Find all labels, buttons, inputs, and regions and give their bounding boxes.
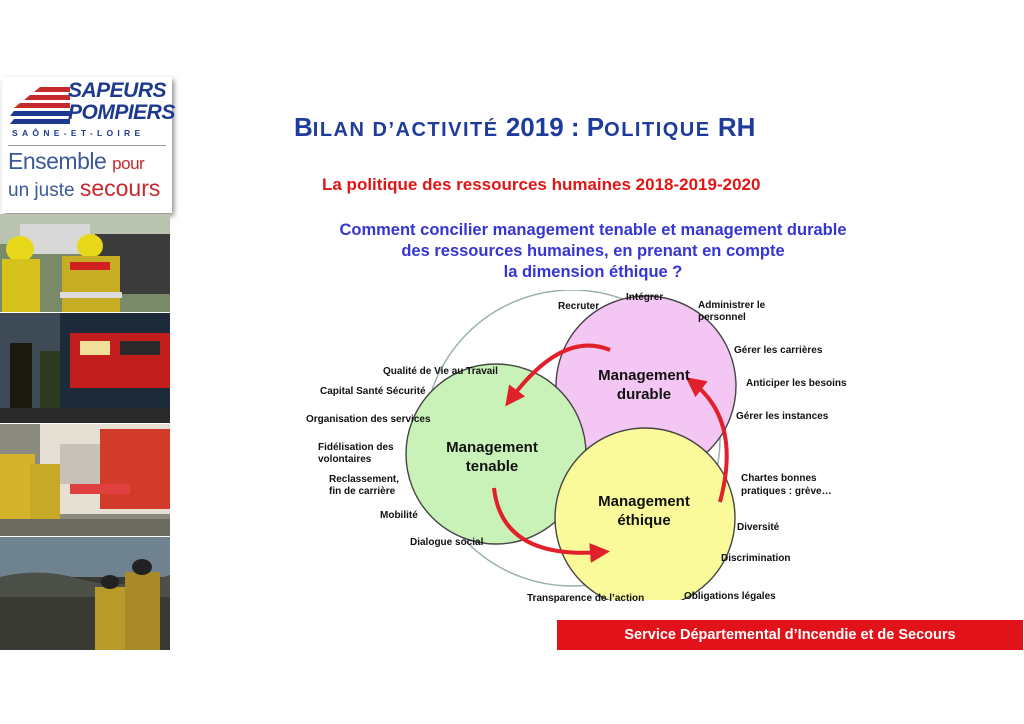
label-fidelisation: Fidélisation des: [318, 442, 394, 453]
footer-banner: Service Départemental d’Incendie et de Secours: [557, 620, 1023, 650]
logo-slogan-line2: [8, 175, 160, 202]
logo-divider: [8, 145, 166, 146]
label-gerer-carrieres: Gérer les carrières: [734, 345, 823, 356]
label-anticiper-besoins: Anticiper les besoins: [746, 378, 847, 389]
slogan-un-juste: un juste: [8, 180, 75, 201]
title-initial-p: P: [586, 112, 605, 142]
slogan-ensemble: Ensemble: [8, 148, 107, 174]
label-reclassement: Reclassement,: [329, 474, 400, 485]
title-ilan: ILAN D’ACTIVITÉ: [312, 119, 499, 141]
label-obligations: Obligations légales: [684, 591, 776, 602]
label-qvt: Qualité de Vie au Travail: [383, 366, 498, 377]
logo-region: SAÔNE-ET-LOIRE: [12, 128, 145, 138]
subtitle: La politique des ressources humaines 2018-2019-2020: [322, 175, 761, 194]
label-integrer: Intégrer: [626, 292, 664, 303]
label-fin-carriere: fin de carrière: [329, 486, 396, 497]
label-dialogue-social: Dialogue social: [410, 537, 484, 548]
label-ethique-line2: éthique: [617, 512, 671, 529]
label-mobilite: Mobilité: [380, 510, 418, 521]
slogan-pour: pour: [112, 154, 145, 173]
title-year: 2019 :: [498, 112, 587, 142]
label-volontaires: volontaires: [318, 454, 372, 465]
question-line2: des ressources humaines, en prenant en compte: [401, 242, 785, 260]
photo-firefighters-rescue: [0, 214, 170, 312]
label-organisation: Organisation des services: [306, 414, 431, 425]
label-pratiques: pratiques : grève…: [741, 486, 832, 497]
label-transparence: Transparence de l’action: [527, 593, 645, 604]
label-durable-line2: durable: [616, 386, 672, 403]
label-recruter: Recruter: [558, 301, 600, 312]
label-ethique-line1: Management: [598, 493, 690, 510]
page-title: [294, 112, 755, 143]
title-initial-b: B: [294, 112, 313, 142]
label-personnel: personnel: [698, 312, 746, 323]
label-chartes: Chartes bonnes: [741, 473, 817, 484]
label-gerer-instances: Gérer les instances: [736, 411, 829, 422]
question-line1: Comment concilier management tenable et management durable: [339, 221, 847, 239]
logo-brand-line2: POMPIERS: [68, 101, 175, 124]
sdis-logo: [2, 77, 175, 213]
title-rh: RH: [710, 112, 756, 142]
logo-slogan-line1: [8, 148, 144, 175]
photo-fire-engine-night: [0, 313, 170, 423]
photo-wildfire: [0, 537, 170, 650]
label-capital-sante: Capital Santé Sécurité: [320, 386, 426, 397]
label-tenable-line1: Management: [446, 439, 538, 456]
label-durable-line1: Management: [598, 367, 690, 384]
label-discrimination: Discrimination: [721, 553, 791, 564]
logo-brand-line1: SAPEURS: [68, 79, 167, 102]
slogan-secours: secours: [79, 175, 161, 201]
label-administrer: Administrer le: [698, 300, 766, 311]
photo-ambulance-rescue: [0, 424, 170, 536]
label-diversite: Diversité: [737, 522, 780, 533]
logo-stripes-icon: [10, 83, 70, 129]
question-block: [290, 220, 896, 283]
question-line3: la dimension éthique ?: [503, 263, 683, 281]
title-olitique: OLITIQUE: [604, 119, 711, 141]
label-tenable-line2: tenable: [465, 458, 519, 475]
